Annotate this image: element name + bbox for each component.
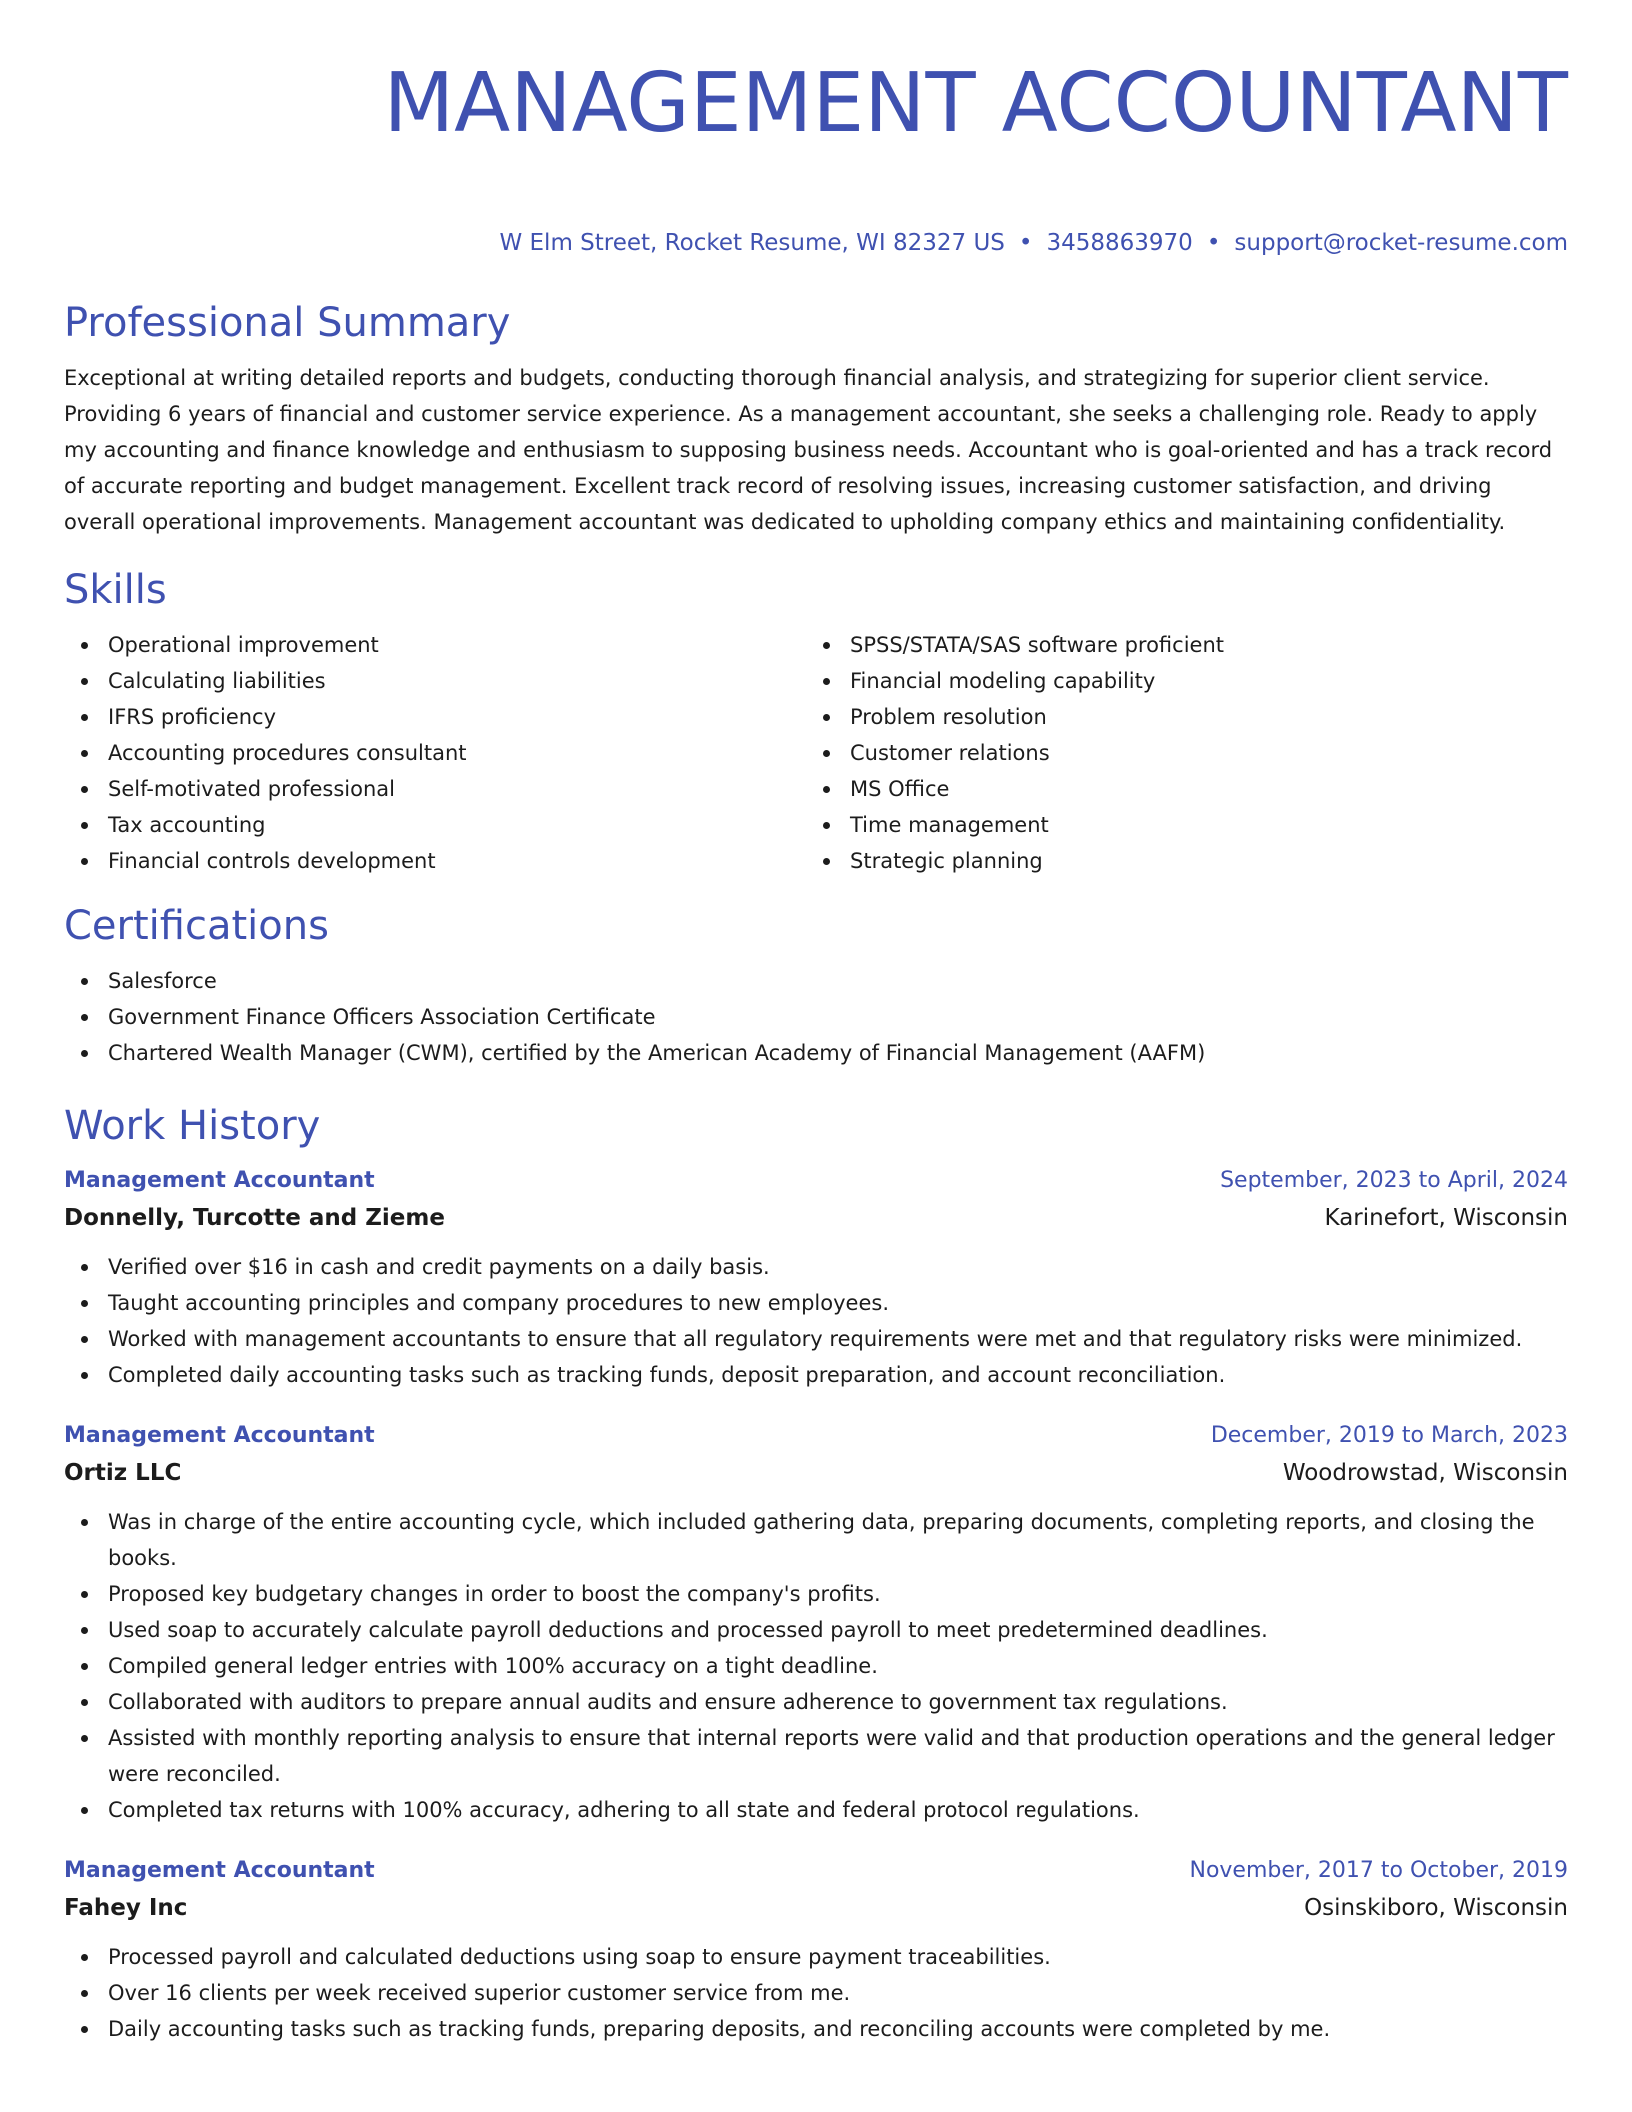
job-bullet: Verified over $16 in cash and credit payments on a daily basis. bbox=[64, 1249, 1568, 1285]
job-title: Management Accountant bbox=[64, 1858, 375, 1883]
job-company-row bbox=[64, 1454, 1568, 1492]
skill-item: Self-motivated professional bbox=[64, 771, 806, 807]
job-company-row bbox=[64, 1199, 1568, 1237]
resume-title: MANAGEMENT ACCOUNTANT bbox=[383, 56, 1568, 151]
job-bullet: Collaborated with auditors to prepare annual audits and ensure adherence to government tax regulations. bbox=[64, 1684, 1568, 1720]
certifications-list bbox=[64, 963, 1568, 1071]
job-bullets bbox=[64, 1249, 1568, 1393]
certification-item: Government Finance Officers Association Certificate bbox=[64, 999, 1568, 1035]
job-bullet: Proposed key budgetary changes in order to boost the company's profits. bbox=[64, 1576, 1568, 1612]
certifications-heading: Certifications bbox=[64, 903, 329, 949]
skills-heading: Skills bbox=[64, 567, 167, 613]
contact-separator: • bbox=[1018, 230, 1033, 256]
summary-text: Exceptional at writing detailed reports and budgets, conducting thorough financial analysis, and strategizing for superior client service. Providing 6 years of financial and customer service experience. As a management accountant, she seeks a challenging role. Ready to apply my accounting and finance knowledge and enthusiasm to supposing business needs. Accountant who is goal-oriented and has a track record of accurate reporting and budget management. Excellent track record of resolving issues, increasing customer satisfaction, and driving overall operational improvements. Management accountant was dedicated to upholding company ethics and maintaining confidentiality. bbox=[64, 366, 1553, 534]
skill-item: IFRS proficiency bbox=[64, 699, 806, 735]
job-bullets bbox=[64, 1504, 1568, 1828]
contact-separator: • bbox=[1206, 230, 1221, 256]
job-dates: November, 2017 to October, 2019 bbox=[1189, 1858, 1568, 1883]
skills-list-right bbox=[806, 627, 1548, 879]
job-bullet: Completed daily accounting tasks such as tracking funds, deposit preparation, and account reconciliation. bbox=[64, 1357, 1568, 1393]
job-company: Donnelly, Turcotte and Zieme bbox=[64, 1205, 445, 1231]
summary-heading: Professional Summary bbox=[64, 300, 511, 346]
work-history-heading: Work History bbox=[64, 1103, 321, 1149]
contact-phone: 3458863970 bbox=[1046, 230, 1193, 256]
job-title: Management Accountant bbox=[64, 1423, 375, 1448]
skills-list-left bbox=[64, 627, 806, 879]
skill-item: Tax accounting bbox=[64, 807, 806, 843]
job-dates: September, 2023 to April, 2024 bbox=[1220, 1168, 1568, 1193]
job-bullet: Over 16 clients per week received superior customer service from me. bbox=[64, 1975, 1568, 2011]
job-bullet: Processed payroll and calculated deductions using soap to ensure payment traceabilities. bbox=[64, 1939, 1568, 1975]
skills-grid bbox=[64, 627, 1568, 879]
job-entry bbox=[64, 1853, 1568, 2047]
skill-item: SPSS/STATA/SAS software proficient bbox=[806, 627, 1548, 663]
job-bullet: Compiled general ledger entries with 100% accuracy on a tight deadline. bbox=[64, 1648, 1568, 1684]
job-bullet: Assisted with monthly reporting analysis to ensure that internal reports were valid and that production operations and the general ledger were reconciled. bbox=[64, 1720, 1568, 1792]
job-company: Fahey Inc bbox=[64, 1895, 188, 1921]
certification-item: Salesforce bbox=[64, 963, 1568, 999]
job-bullet: Was in charge of the entire accounting cycle, which included gathering data, preparing documents, completing reports, and closing the books. bbox=[64, 1504, 1568, 1576]
job-bullet: Used soap to accurately calculate payroll deductions and processed payroll to meet predetermined deadlines. bbox=[64, 1612, 1568, 1648]
skill-item: Financial modeling capability bbox=[806, 663, 1548, 699]
job-entry bbox=[64, 1418, 1568, 1828]
job-location: Karinefort, Wisconsin bbox=[1324, 1205, 1568, 1231]
job-title-row bbox=[64, 1418, 1568, 1454]
job-company: Ortiz LLC bbox=[64, 1460, 182, 1486]
job-title: Management Accountant bbox=[64, 1168, 375, 1193]
job-bullet: Daily accounting tasks such as tracking funds, preparing deposits, and reconciling accounts were completed by me. bbox=[64, 2011, 1568, 2047]
contact-email[interactable]: support@rocket-resume.com bbox=[1234, 230, 1568, 256]
job-location: Woodrowstad, Wisconsin bbox=[1282, 1460, 1568, 1486]
skill-item: MS Office bbox=[806, 771, 1548, 807]
resume-page bbox=[64, 0, 1568, 2047]
job-entry bbox=[64, 1163, 1568, 1393]
job-title-row bbox=[64, 1163, 1568, 1199]
job-bullet: Worked with management accountants to ensure that all regulatory requirements were met and that regulatory risks were minimized. bbox=[64, 1321, 1568, 1357]
contact-address: W Elm Street, Rocket Resume, WI 82327 US bbox=[499, 230, 1005, 256]
job-dates: December, 2019 to March, 2023 bbox=[1210, 1423, 1568, 1448]
job-bullet: Taught accounting principles and company procedures to new employees. bbox=[64, 1285, 1568, 1321]
skill-item: Operational improvement bbox=[64, 627, 806, 663]
job-location: Osinskiboro, Wisconsin bbox=[1304, 1895, 1568, 1921]
job-bullets bbox=[64, 1939, 1568, 2047]
job-title-row bbox=[64, 1853, 1568, 1889]
skill-item: Customer relations bbox=[806, 735, 1548, 771]
skill-item: Financial controls development bbox=[64, 843, 806, 879]
skill-item: Problem resolution bbox=[806, 699, 1548, 735]
certification-item: Chartered Wealth Manager (CWM), certified by the American Academy of Financial Management (AAFM) bbox=[64, 1035, 1568, 1071]
skill-item: Time management bbox=[806, 807, 1548, 843]
contact-line bbox=[64, 228, 1568, 258]
job-bullet: Completed tax returns with 100% accuracy, adhering to all state and federal protocol regulations. bbox=[64, 1792, 1568, 1828]
skill-item: Accounting procedures consultant bbox=[64, 735, 806, 771]
job-company-row bbox=[64, 1889, 1568, 1927]
skill-item: Strategic planning bbox=[806, 843, 1548, 879]
skill-item: Calculating liabilities bbox=[64, 663, 806, 699]
